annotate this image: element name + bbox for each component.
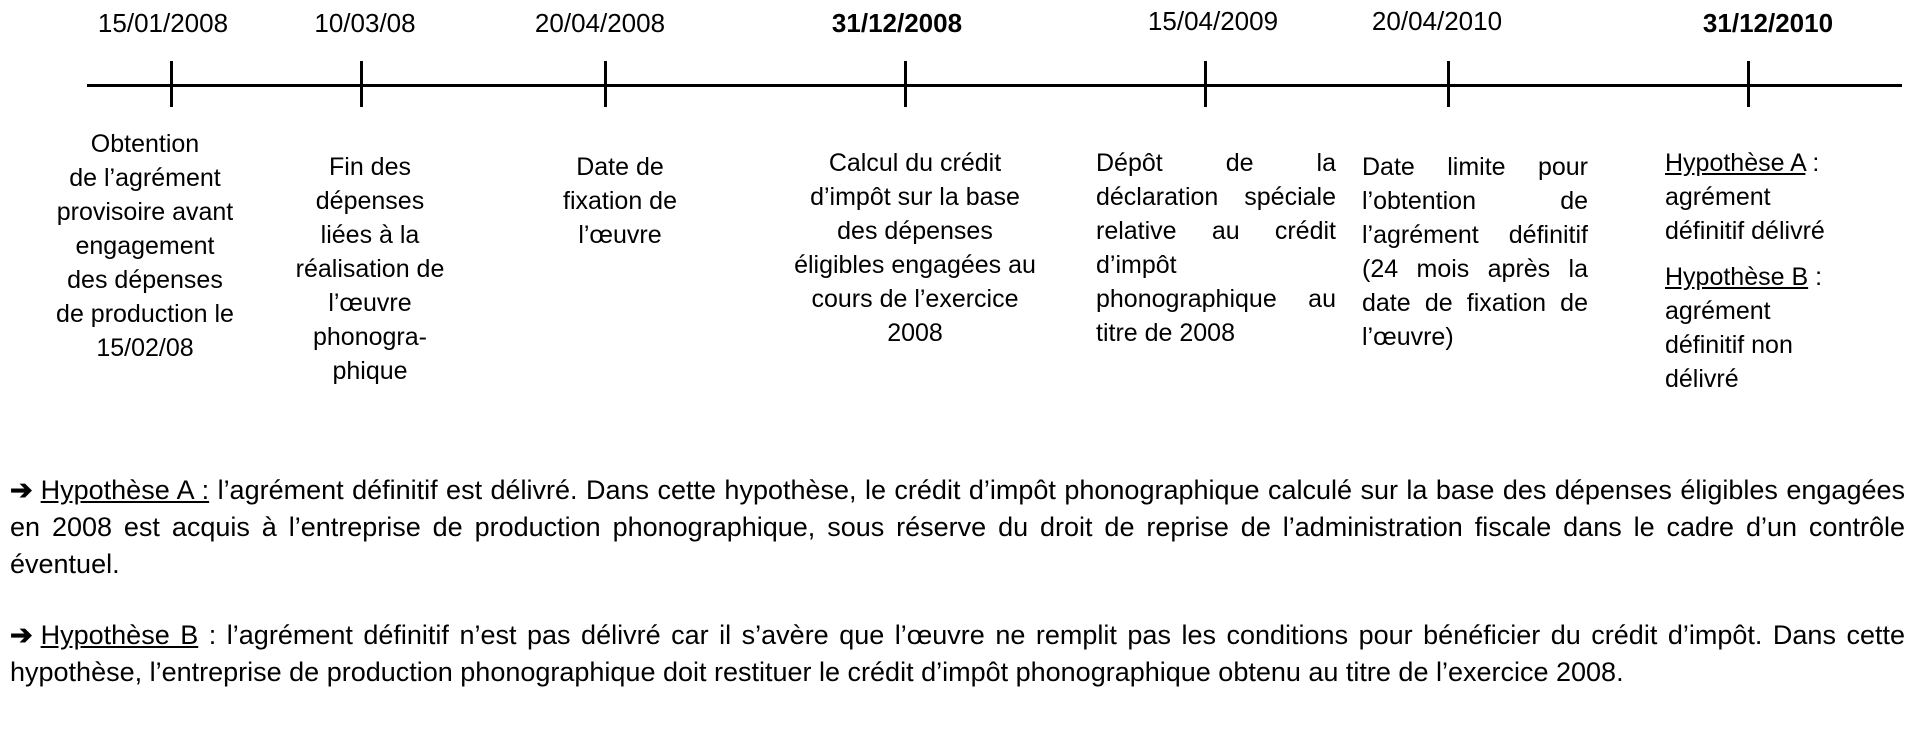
event-line: d’impôt sur la base [810, 183, 1020, 211]
event-line: phique [332, 357, 408, 385]
date-label: 15/04/2009 [1147, 6, 1279, 36]
arrow-right-icon: ➔ [10, 620, 33, 650]
timeline-tick [1447, 61, 1450, 107]
timeline-tick [904, 61, 907, 107]
timeline-tick [170, 61, 173, 107]
date-label: 31/12/2008 [831, 8, 963, 38]
hypothesis-a-paragraph [10, 472, 1905, 583]
paragraph-label: Hypothèse A : [40, 475, 210, 505]
hypothesis-line: agrément [1665, 183, 1771, 211]
event-line: phonogra- [313, 323, 427, 351]
event-line: dépenses [315, 187, 425, 215]
event-line: de l’agrément [69, 164, 221, 192]
hypothesis-b-label: Hypothèse B [1665, 263, 1809, 291]
event-line: l’œuvre [328, 289, 412, 317]
event-line: des dépenses [67, 266, 223, 294]
event-description: Date limite pour l’obtention de l’agrément définitif (24 mois après la date de fixation de l’œuvre) [1362, 153, 1588, 351]
hypothesis-a-label: Hypothèse A [1665, 149, 1806, 177]
event-description: Dépôt de la déclaration spéciale relative au crédit d’impôt phonographique au titre de 2008 [1096, 149, 1336, 347]
event-line: éligibles engagées au [794, 251, 1036, 279]
event-line: provisoire avant [56, 198, 234, 226]
event-line: des dépenses [837, 217, 993, 245]
event-line: Date de [576, 153, 664, 181]
timeline-tick [1747, 61, 1750, 107]
timeline-tick [604, 61, 607, 107]
event-description [270, 150, 470, 388]
date-label: 20/04/2010 [1371, 6, 1503, 36]
event-description [520, 150, 720, 252]
timeline-tick [360, 61, 363, 107]
event-line: fixation de [563, 187, 677, 215]
event-line: engagement [75, 232, 215, 260]
event-line: 2008 [887, 319, 943, 347]
date-label: 10/03/08 [314, 8, 416, 38]
hypothesis-b-paragraph [10, 617, 1905, 691]
event-line: Fin des [329, 153, 411, 181]
event-description [15, 127, 275, 365]
hypothesis-b [1665, 260, 1905, 396]
paragraph-text: : l’agrément définitif n’est pas délivré car il s’avère que l’œuvre ne remplit pas les conditions pour bénéficier du crédit d’impôt. Dans cette hypothèse, l’entreprise de production phonographique doit restituer le crédit d’impôt phonographique obtenu au titre de l’exercice 2008. [10, 620, 1905, 687]
hypothesis-line: définitif délivré [1665, 217, 1825, 245]
arrow-right-icon: ➔ [10, 475, 33, 505]
date-label: 31/12/2010 [1702, 8, 1834, 38]
event-line: Obtention [90, 130, 200, 158]
paragraph-text: l’agrément définitif est délivré. Dans cette hypothèse, le crédit d’impôt phonographique calculé sur la base des dépenses éligibles engagées en 2008 est acquis à l’entreprise de production phonographique, sous réserve du droit de reprise de l’administration fiscale dans le cadre d’un contrôle éventuel. [10, 475, 1905, 579]
hypothesis-line: délivré [1665, 365, 1739, 393]
hypothesis-a-sep: : [1805, 149, 1820, 177]
timeline-tick [1204, 61, 1207, 107]
event-description [760, 146, 1070, 350]
event-description [1665, 146, 1905, 396]
event-line: de production le [56, 300, 234, 328]
date-label: 20/04/2008 [534, 8, 666, 38]
event-line: cours de l’exercice [811, 285, 1019, 313]
event-line: réalisation de [295, 255, 445, 283]
hypothesis-line: agrément [1665, 297, 1771, 325]
event-line: 15/02/08 [96, 334, 194, 362]
event-line: liées à la [320, 221, 420, 249]
hypothesis-a [1665, 146, 1905, 248]
paragraph-label: Hypothèse B [40, 620, 199, 650]
event-line: l’œuvre [578, 221, 662, 249]
hypothesis-b-sep: : [1808, 263, 1823, 291]
hypothesis-line: définitif non [1665, 331, 1793, 359]
date-label: 15/01/2008 [97, 8, 229, 38]
event-line: Calcul du crédit [828, 149, 1002, 177]
